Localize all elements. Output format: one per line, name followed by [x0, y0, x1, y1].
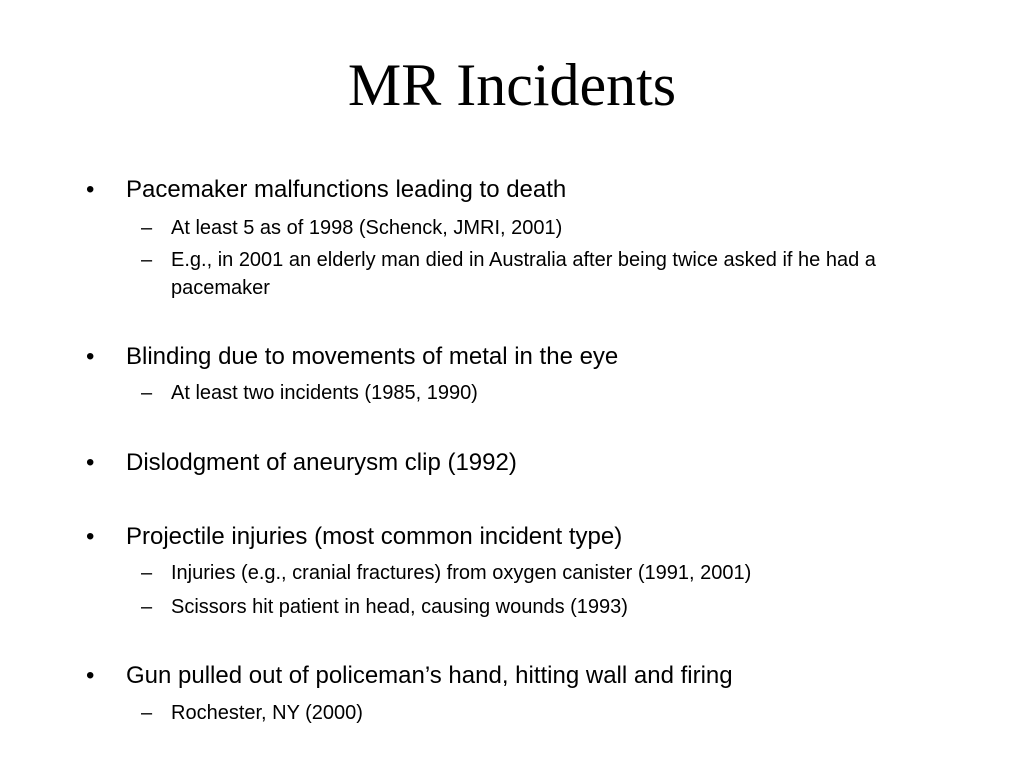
sub-bullet-text: Rochester, NY (2000) [171, 702, 363, 724]
sub-bullet-text: Injuries (e.g., cranial fractures) from oxygen canister (1991, 2001) [171, 562, 752, 584]
bullet-marker: • [86, 662, 95, 689]
sub-bullet-text: E.g., in 2001 an elderly man died in Australia after being twice asked if he had a pacemaker [171, 249, 876, 299]
sub-bullet-marker: – [141, 596, 153, 618]
sub-bullet-text: Scissors hit patient in head, causing wounds (1993) [171, 596, 628, 618]
sub-bullet-marker: – [141, 562, 153, 584]
sub-bullet-text: At least two incidents (1985, 1990) [171, 382, 478, 404]
bullet-marker: • [86, 176, 95, 203]
bullet-marker: • [86, 343, 95, 370]
sub-bullet-marker: – [141, 249, 153, 271]
sub-bullet-text: At least 5 as of 1998 (Schenck, JMRI, 2001) [171, 217, 563, 239]
bullet-text: Pacemaker malfunctions leading to death [126, 176, 567, 203]
bullet-text: Dislodgment of aneurysm clip (1992) [126, 449, 517, 476]
sub-bullet-marker: – [141, 702, 153, 724]
bullet-text: Blinding due to movements of metal in the eye [126, 343, 619, 370]
bullet-marker: • [86, 449, 95, 476]
bullet-text: Projectile injuries (most common incident type) [126, 523, 623, 550]
sub-bullet-marker: – [141, 382, 153, 404]
slide-title: MR Incidents [347, 52, 677, 118]
bullet-text: Gun pulled out of policeman’s hand, hitting wall and firing [126, 662, 733, 689]
bullet-marker: • [86, 523, 95, 550]
sub-bullet-marker: – [141, 217, 153, 239]
